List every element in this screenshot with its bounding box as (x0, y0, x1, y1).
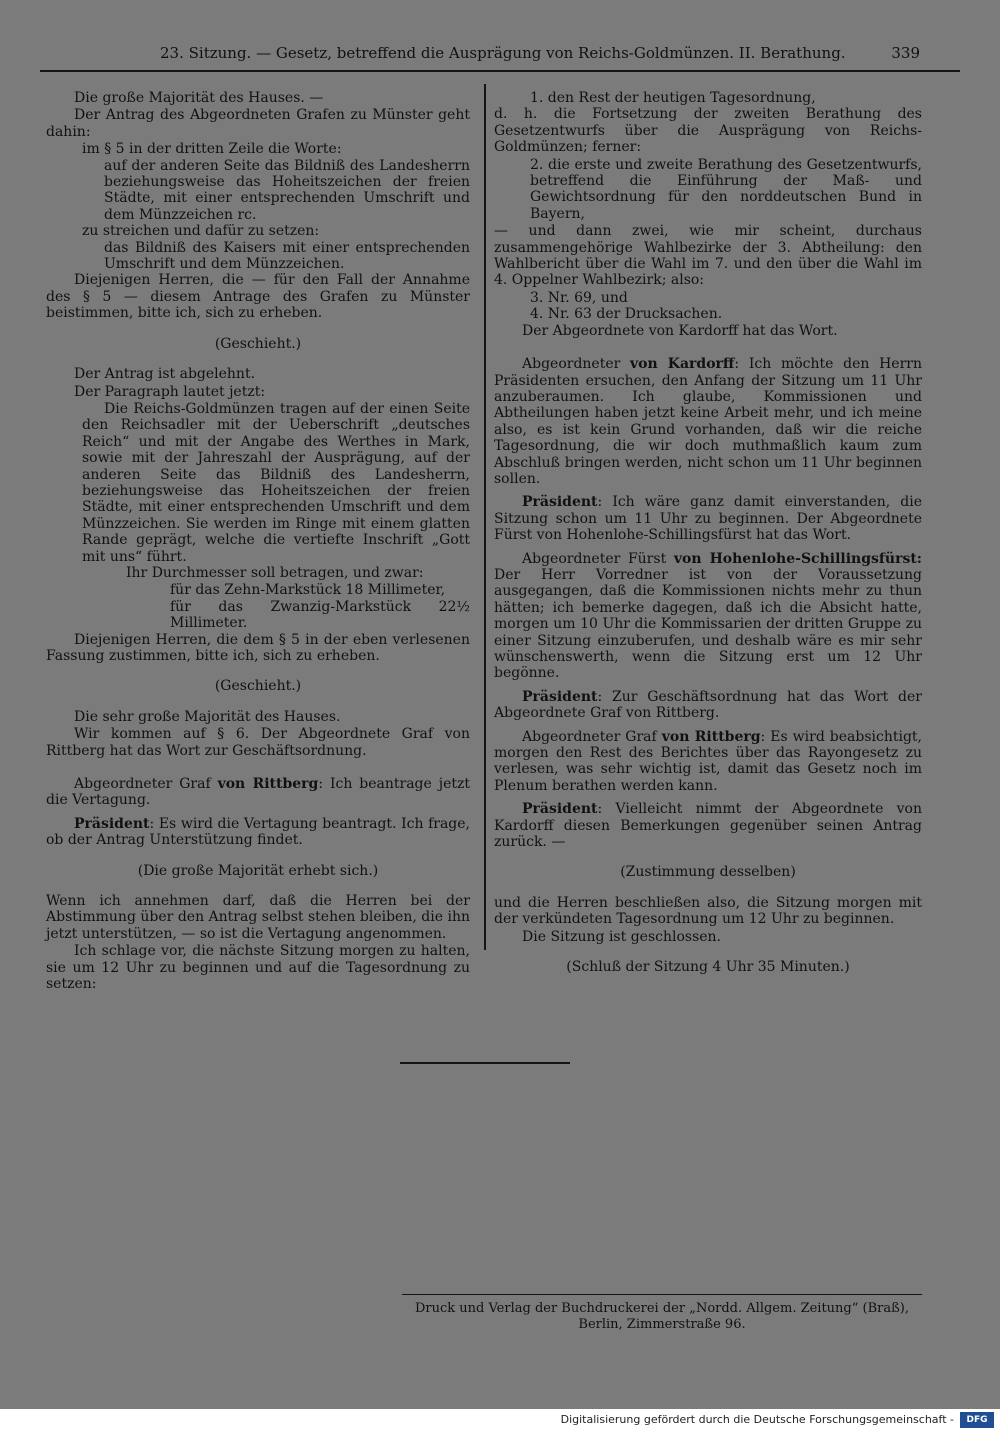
dfg-logo-icon: DFG (960, 1412, 994, 1428)
quoted-text: auf der anderen Seite das Bildniß des Landesherrn beziehungsweise das Hoheitszeichen der freien Städte, mit einer entsprechenden Umschrift und dem Münzzeichen rc. (104, 157, 470, 223)
paragraph: Der Antrag des Abgeordneten Grafen zu Münster geht dahin: (46, 107, 470, 140)
paragraph: d. h. die Fortsetzung der zweiten Berathung des Gesetzentwurfs über die Ausprägung von Reichs-Goldmünzen; ferner: (494, 106, 922, 156)
paragraph: Der Paragraph lautet jetzt: (74, 383, 266, 400)
agenda-item: 2. die erste und zweite Berathung des Gesetzentwurfs, betreffend die Einführung der Maß- und Gewichtsordnung für den norddeutschen Bund in Bayern, (530, 156, 922, 222)
speaker-name: von Rittberg (217, 776, 319, 793)
speech (494, 729, 922, 795)
speech-text: : Ich beantrage jetzt die Vertagung. (46, 776, 470, 809)
speaker-prefix: Abgeordneter (522, 356, 631, 373)
paragraph: Wenn ich annehmen darf, daß die Herren bei der Abstimmung über den Antrag selbst stehen bleiben, die ihn jetzt unterstützen, — so ist die Vertagung angenommen. (46, 893, 470, 942)
speech-text: : Vielleicht nimmt der Abgeordnete von Kardorff diesen Bemerkungen gegenüber seinen Antrag zurück. — (494, 801, 922, 851)
speaker-name: Präsident (74, 815, 150, 832)
paragraph: Ich schlage vor, die nächste Sitzung morgen zu halten, sie um 12 Uhr zu beginnen und auf die Tagesordnung zu setzen: (46, 943, 470, 993)
paragraph: Die große Majorität des Hauses. — (74, 90, 324, 106)
speaker-name: Präsident (522, 494, 598, 511)
speech (46, 776, 470, 809)
paragraph: Wir kommen auf § 6. Der Abgeordnete Graf von Rittberg hat das Wort zur Geschäftsordnung. (46, 726, 470, 759)
printer-imprint (402, 1294, 922, 1333)
paragraph: Diejenigen Herren, die dem § 5 in der eben verlesenen Fassung zustimmen, bitte ich, sich zu erheben. (46, 631, 470, 664)
speaker-name: Präsident (522, 801, 598, 818)
speech (494, 356, 922, 487)
speaker-prefix: Abgeordneter Graf (74, 776, 218, 793)
digitization-credit-bar (0, 1409, 1000, 1432)
closing-note: (Schluß der Sitzung 4 Uhr 35 Minuten.) (566, 959, 850, 976)
agenda-item: 4. Nr. 63 der Drucksachen. (530, 306, 723, 323)
paragraph: Die sehr große Majorität des Hauses. (74, 708, 341, 725)
column-divider (484, 84, 486, 950)
paragraph: Der Abgeordnete von Kardorff hat das Wort. (522, 322, 838, 339)
paragraph: zu streichen und dafür zu setzen: (82, 223, 320, 240)
page-header (40, 44, 960, 68)
speech-text: : Es wird beabsichtigt, morgen den Rest des Berichtes über das Rayongesetz zu verlesen, was sehr wichtig ist, damit das Gesetz noch im Plenum berathen werden kann. (494, 728, 922, 794)
stage-direction: (Die große Majorität erhebt sich.) (137, 862, 379, 879)
paragraph: und die Herren beschließen also, die Sitzung morgen mit der verkündeten Tagesordnung um 12 Uhr zu beginnen. (494, 894, 922, 928)
running-title: 23. Sitzung. — Gesetz, betreffend die Ausprägung von Reichs-Goldmünzen. II. Berathung. (160, 44, 846, 62)
header-rule (40, 70, 960, 72)
agenda-item: 1. den Rest der heutigen Tagesordnung, (530, 90, 816, 106)
speech-text: Der Herr Vorredner ist von der Voraussetzung ausgegangen, daß die Kommissionen nichts mehr zu thun hätten; ich bemerke dagegen, daß ich die Absicht hatte, morgen um 10 Uhr die Kommissarien der dritten Gruppe zu einer Sitzung einzuberufen, und deshalb wäre es mir sehr wünschenswerth, wenn die Sitzung erst um 12 Uhr begönne. (494, 566, 922, 682)
speaker-name: Präsident (522, 688, 598, 705)
end-rule (400, 1062, 570, 1064)
speaker-prefix: Abgeordneter Fürst (522, 550, 674, 567)
paragraph: im § 5 in der dritten Zeile die Worte: (82, 141, 342, 158)
speaker-name: von Hohenlohe-Schillingsfürst: (673, 550, 922, 567)
speech (46, 816, 470, 849)
paragraph: für das Zehn-Markstück 18 Millimeter, (170, 582, 446, 599)
imprint-line: Druck und Verlag der Buchdruckerei der „Nordd. Allgem. Zeitung“ (Braß), (414, 1301, 910, 1316)
speaker-name: von Rittberg (661, 728, 761, 745)
page-number: 339 (891, 44, 920, 62)
speech (494, 801, 922, 850)
stage-direction: (Zustimmung desselben) (620, 864, 796, 881)
agenda-item: 3. Nr. 69, und (530, 289, 628, 306)
speech (494, 689, 922, 722)
paragraph: für das Zwanzig-Markstück 22½ Millimeter. (170, 598, 470, 632)
paragraph: Die Sitzung ist geschlossen. (522, 928, 722, 945)
speech-text: : Ich wäre ganz damit einverstanden, die Sitzung schon um 11 Uhr zu beginnen. Der Abgeordnete Fürst von Hohenlohe-Schillingsfürst hat das Wort. (494, 494, 922, 544)
speaker-prefix: Abgeordneter Graf (522, 728, 662, 745)
paragraph: Ihr Durchmesser soll betragen, und zwar: (126, 564, 424, 581)
paragraph: — und dann zwei, wie mir scheint, durchaus zusammengehörige Wahlbezirke der 3. Abtheilung: den Wahlbericht über die Wahl im 7. und den über die Wahl im 4. Oppelner Wahlbezirk; also: (494, 223, 922, 289)
paragraph: Der Antrag ist abgelehnt. (74, 366, 256, 383)
speech-text: : Ich möchte den Herrn Präsidenten ersuchen, den Anfang der Sitzung um 11 Uhr anzuberaumen. Ich glaube, Kommissionen und Abtheilungen haben jetzt keine Arbeit mehr, und ich meine also, es ist kein Grund vorhanden, daß wir die reiche Tagesordnung, die wir doch muthmaßlich kaum zum Abschluß bringen werden, nicht schon um 11 Uhr beginnen sollen. (494, 356, 922, 487)
right-column (494, 90, 922, 990)
imprint-line: Berlin, Zimmerstraße 96. (578, 1317, 746, 1332)
speech (494, 494, 922, 543)
credit-text: Digitalisierung gefördert durch die Deutsche Forschungsgemeinschaft - (560, 1413, 954, 1426)
speech-text: : Zur Geschäftsordnung hat das Wort der Abgeordnete Graf von Rittberg. (494, 688, 922, 722)
quoted-text: das Bildniß des Kaisers mit einer entsprechenden Umschrift und dem Münzzeichen. (104, 239, 470, 273)
quoted-text: Die Reichs-Goldmünzen tragen auf der einen Seite den Reichsadler mit der Ueberschrift „deutsches Reich“ und mit der Angabe des Werthes in Mark, sowie mit der Jahreszahl der Ausprägung, auf der anderen Seite das Bildniß des Landesherrn, beziehungsweise das Hoheitszeichen der freien Städte, mit einer entsprechenden Umschrift und dem Münzzeichen. Sie werden im Ringe mit einem glatten Rande geprägt, welche die vertiefte Inschrift „Gott mit uns“ führt. (82, 400, 470, 565)
speaker-name: von Kardorff (630, 356, 735, 373)
left-column (46, 90, 470, 994)
paragraph: Diejenigen Herren, die — für den Fall der Annahme des § 5 — diesem Antrage des Grafen zu Münster beistimmen, bitte ich, sich zu erheben. (46, 272, 470, 322)
stage-direction: (Geschieht.) (214, 678, 302, 695)
stage-direction: (Geschieht.) (214, 335, 302, 352)
speech (494, 551, 922, 682)
speech-text: : Es wird die Vertagung beantragt. Ich frage, ob der Antrag Unterstützung findet. (46, 815, 470, 849)
